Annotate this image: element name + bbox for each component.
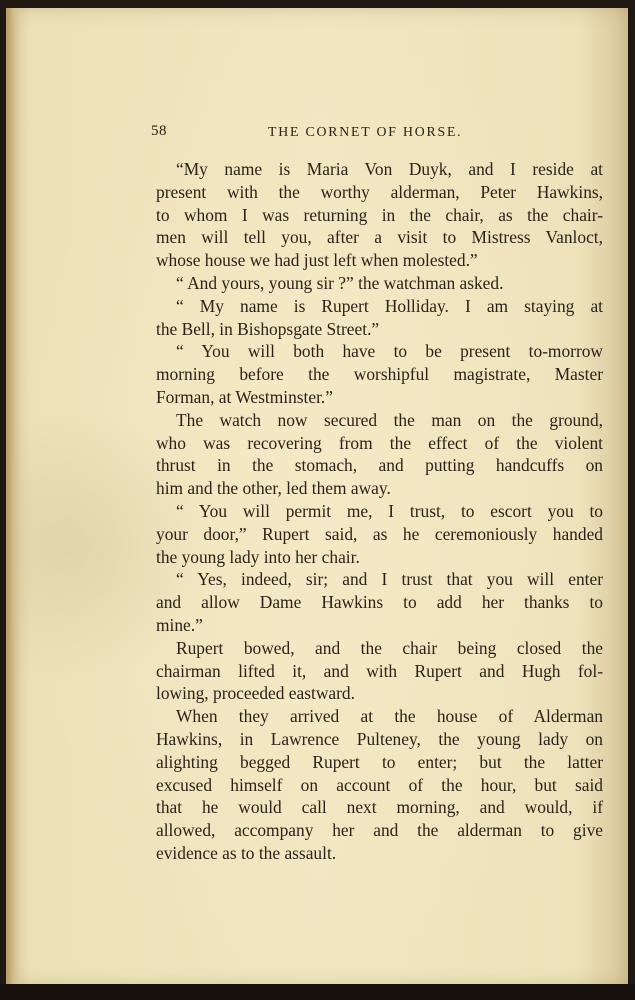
text-line: When they arrived at the house of Alderman bbox=[176, 706, 603, 727]
text-line: the Bell, in Bishopsgate Street.” bbox=[156, 318, 380, 339]
text-line: “My name is Maria Von Duyk, and I reside at bbox=[176, 159, 603, 179]
text-line: excused himself on account of the hour, but said bbox=[156, 774, 603, 795]
text-line: lowing, proceeded eastward. bbox=[156, 683, 355, 704]
page-header bbox=[151, 123, 606, 145]
text-line: him and the other, led them away. bbox=[156, 478, 391, 499]
text-line: chairman lifted it, and with Rupert and Hugh fol- bbox=[156, 660, 603, 681]
text-line: “ You will both have to be present to-morrow bbox=[176, 341, 603, 362]
text-line: allowed, accompany her and the alderman to give bbox=[156, 820, 603, 841]
text-line: “ And yours, young sir ?” the watchman asked. bbox=[176, 272, 504, 293]
text-line: whose house we had just left when molested.” bbox=[156, 250, 478, 271]
text-line: present with the worthy alderman, Peter Hawkins, bbox=[156, 181, 603, 202]
text-line: Rupert bowed, and the chair being closed the bbox=[176, 637, 603, 658]
text-line: The watch now secured the man on the ground, bbox=[176, 409, 603, 430]
text-line: to whom I was returning in the chair, as the chair- bbox=[156, 204, 603, 225]
text-line: thrust in the stomach, and putting handcuffs on bbox=[156, 455, 603, 476]
book-page bbox=[6, 8, 628, 986]
text-line: mine.” bbox=[156, 614, 203, 635]
text-line: morning before the worshipful magistrate, Master bbox=[156, 364, 603, 385]
running-title: THE CORNET OF HORSE. bbox=[268, 124, 463, 139]
text-line: “ Yes, indeed, sir; and I trust that you will enter bbox=[176, 569, 603, 590]
text-line: your door,” Rupert said, as he ceremoniously handed bbox=[156, 523, 603, 544]
text-line: who was recovering from the effect of the violent bbox=[156, 432, 603, 453]
text-line: Hawkins, in Lawrence Pulteney, the young lady on bbox=[156, 728, 603, 749]
text-line: “ My name is Rupert Holliday. I am staying at bbox=[176, 295, 603, 316]
text-line: evidence as to the assault. bbox=[156, 842, 337, 863]
text-line: alighting begged Rupert to enter; but the latter bbox=[156, 751, 603, 772]
text-line: that he would call next morning, and would, if bbox=[156, 797, 603, 818]
page-spine-shadow bbox=[6, 8, 20, 986]
body-text bbox=[156, 158, 603, 865]
text-line: men will tell you, after a visit to Mistress Vanloct, bbox=[156, 227, 603, 248]
text-line: and allow Dame Hawkins to add her thanks to bbox=[156, 592, 603, 613]
text-line: “ You will permit me, I trust, to escort you to bbox=[176, 500, 603, 521]
page-number: 58 bbox=[151, 123, 167, 139]
scan-bottom-edge bbox=[0, 984, 635, 1000]
text-line: Forman, at Westminster.” bbox=[156, 386, 333, 407]
text-line: the young lady into her chair. bbox=[156, 546, 360, 567]
